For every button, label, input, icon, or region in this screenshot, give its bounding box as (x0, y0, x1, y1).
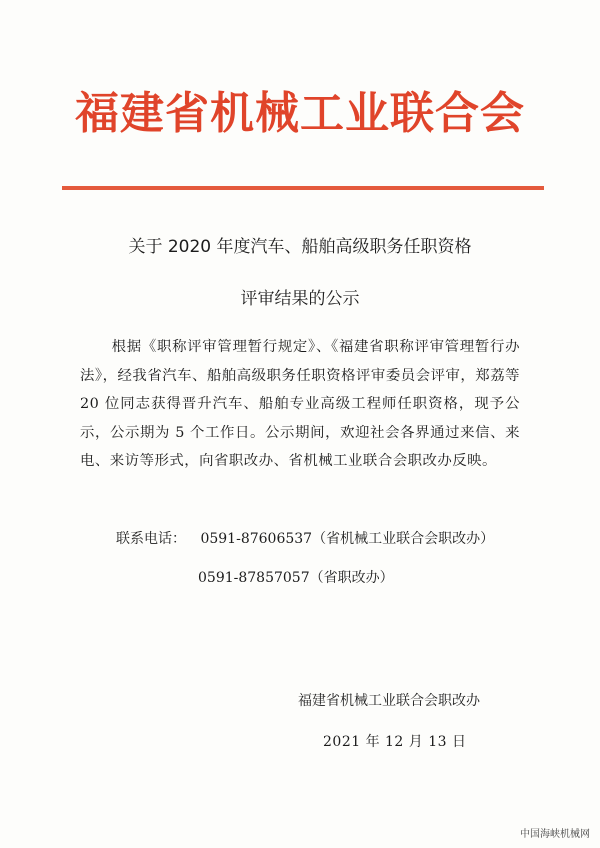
issue-date: 2021 年 12 月 13 日 (323, 734, 467, 750)
contact-row-1 (116, 528, 494, 548)
contact-label: 联系电话： (116, 531, 186, 547)
organization-header: 福建省机械工业联合会 (75, 88, 525, 139)
notice-body: 根据《职称评审管理暂行规定》、《福建省职称评审管理暂行办法》，经我省汽车、船舶高级职务任职资格评审委员会评审，郑荔等 20 位同志获得晋升汽车、船舶专业高级工程师任职资格，现予公示，公示期为 5 个工作日。公示期间，欢迎社会各界通过来信、来电、来访等形式，向省职改办、省机械工业联合会职改办反映。 (80, 339, 520, 470)
contact-row-2 (198, 567, 394, 587)
site-watermark: 中国海峡机械网 (520, 829, 590, 840)
contact-org-1: （省机械工业联合会职改办） (312, 531, 495, 547)
notice-title-line-1: 关于 2020 年度汽车、船舶高级职务任职资格 (128, 237, 472, 257)
header-divider (62, 186, 544, 190)
contact-phone-2: 0591-87857057 (198, 570, 310, 586)
contact-phone-1: 0591-87606537 (200, 531, 313, 547)
issuer-signature: 福建省机械工业联合会职改办 (298, 693, 480, 709)
notice-title-line-2: 评审结果的公示 (240, 289, 360, 309)
contact-org-2: （省职改办） (309, 570, 394, 586)
